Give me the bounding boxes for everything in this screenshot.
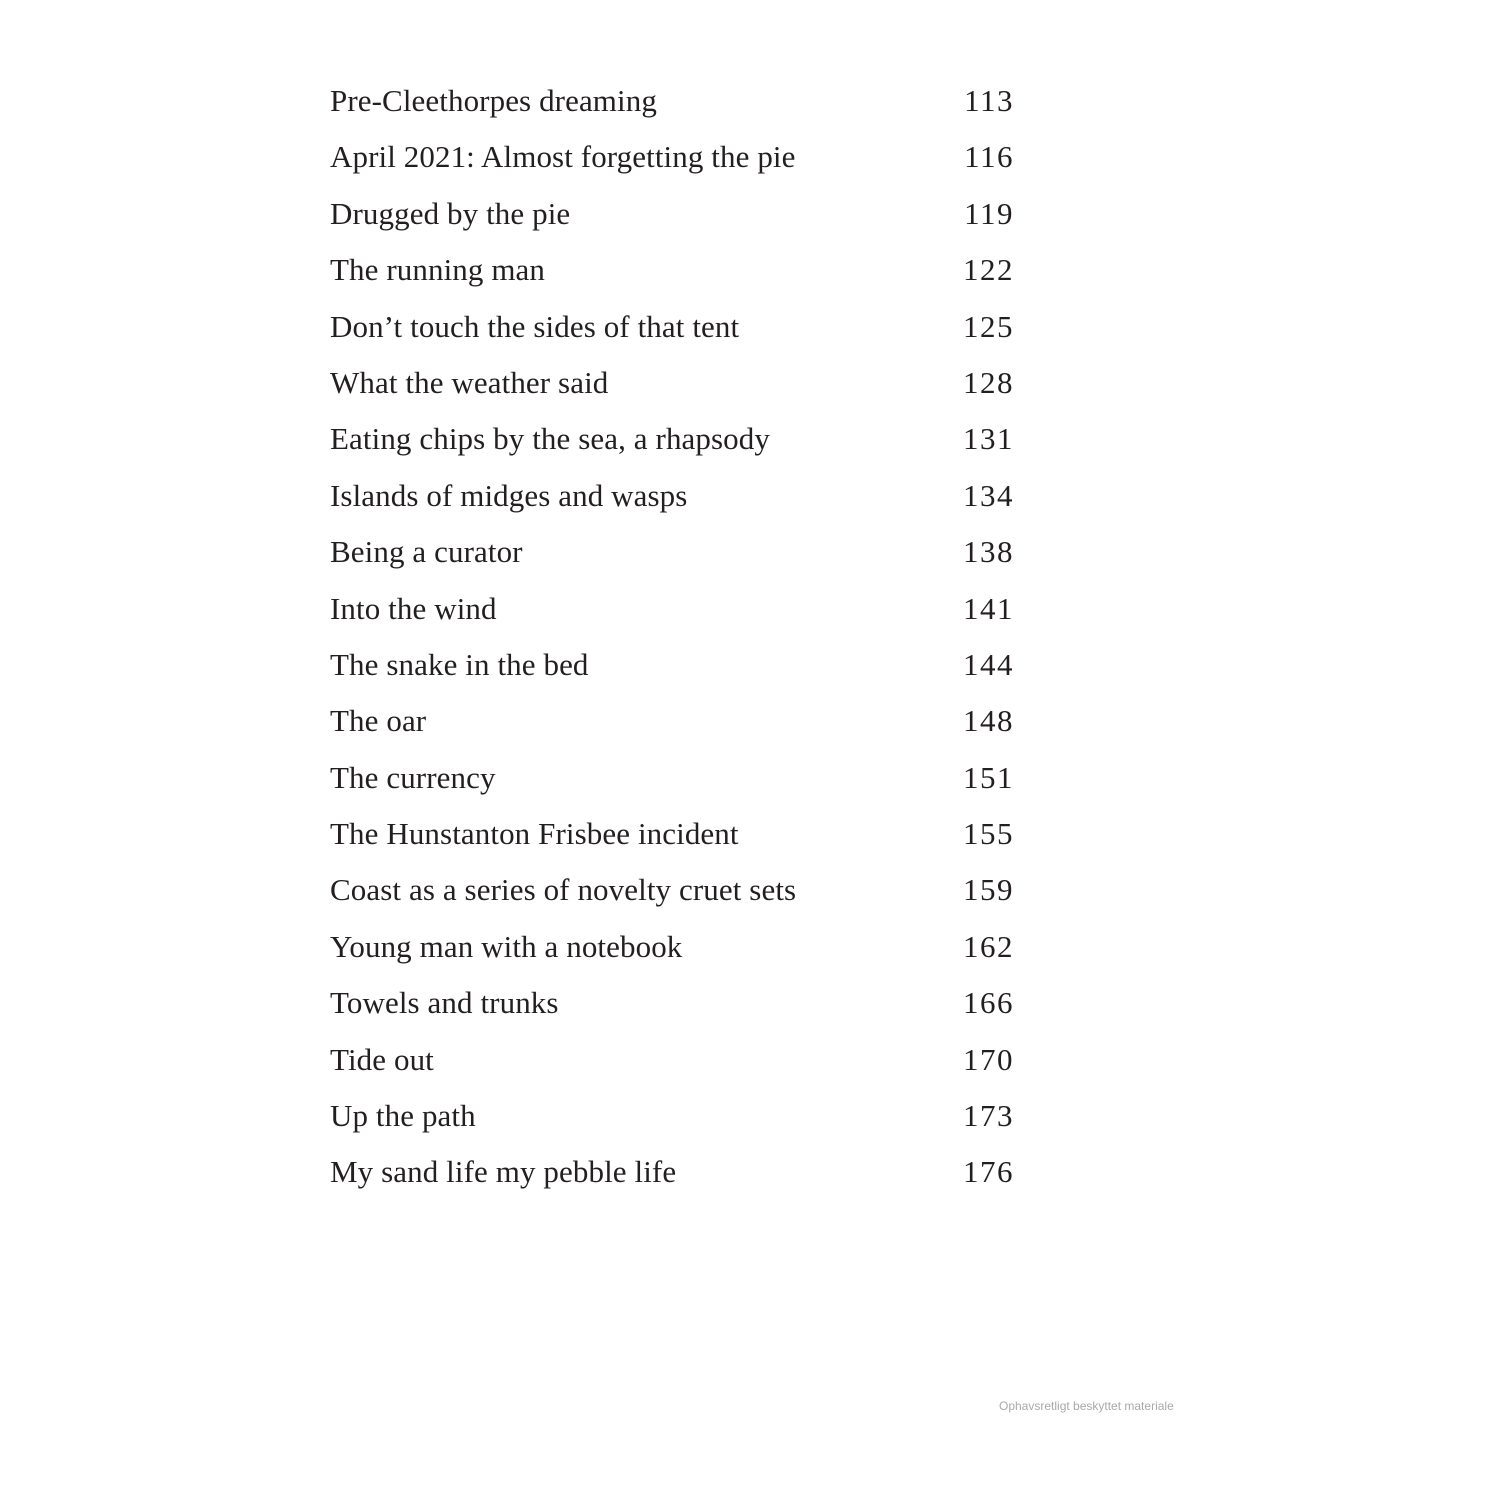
toc-entry-title: Towels and trunks [330,985,559,1021]
toc-entry [330,925,1014,981]
toc-entry-title: Up the path [330,1098,476,1134]
toc-entry [330,756,1014,812]
toc-entry-title: My sand life my pebble life [330,1154,677,1190]
toc-entry-page: 173 [963,1098,1014,1134]
toc-entry-page: 166 [963,985,1014,1021]
toc-entry-title: Tide out [330,1041,434,1077]
toc-entry-title: Coast as a series of novelty cruet sets [330,872,797,908]
toc-entry [330,530,1014,586]
toc-entry [330,474,1014,530]
toc-entry-page: 162 [963,928,1014,964]
toc-entry [330,1150,1014,1206]
copyright-watermark: Ophavsretligt beskyttet materiale [999,1399,1174,1413]
toc-entry [330,248,1014,304]
toc-entry-title: April 2021: Almost forgetting the pie [330,139,796,175]
toc-entry-title: The currency [330,759,496,795]
table-of-contents [330,79,1014,1207]
toc-entry-title: The Hunstanton Frisbee incident [330,816,739,852]
toc-entry-page: 119 [964,195,1014,231]
toc-entry-title: Islands of midges and wasps [330,477,688,513]
toc-entry [330,1038,1014,1094]
toc-entry [330,361,1014,417]
toc-entry-title: Drugged by the pie [330,195,571,231]
toc-entry [330,868,1014,924]
toc-entry-title: Into the wind [330,590,497,626]
toc-entry [330,192,1014,248]
toc-entry-title: Pre-Cleethorpes dreaming [330,83,657,118]
toc-entry-page: 134 [963,477,1014,513]
toc-entry-page: 176 [963,1154,1014,1190]
toc-entry-title: Don’t touch the sides of that tent [330,308,740,344]
toc-entry-title: Being a curator [330,534,523,570]
toc-entry-page: 144 [963,646,1014,682]
toc-entry-page: 125 [963,308,1014,344]
toc-entry-page: 141 [963,590,1014,626]
toc-entry-title: The oar [330,703,427,739]
toc-entry-page: 151 [963,759,1014,795]
toc-entry [330,587,1014,643]
toc-entry [330,643,1014,699]
toc-entry-page: 113 [964,83,1014,118]
toc-entry [330,417,1014,473]
toc-entry [330,1094,1014,1150]
toc-entry [330,699,1014,755]
toc-entry-title: Young man with a notebook [330,928,683,964]
toc-entry [330,79,1014,135]
toc-entry-title: The snake in the bed [330,646,589,682]
toc-entry-page: 116 [964,139,1014,175]
toc-entry [330,981,1014,1037]
toc-entry-page: 131 [963,421,1014,457]
toc-entry-title: What the weather said [330,364,609,400]
toc-entry [330,135,1014,191]
toc-entry-title: Eating chips by the sea, a rhapsody [330,421,770,457]
toc-entry [330,812,1014,868]
toc-entry-page: 155 [963,816,1014,852]
toc-entry-title: The running man [330,252,546,288]
toc-entry-page: 148 [963,703,1014,739]
toc-entry-page: 128 [963,364,1014,400]
toc-entry-page: 159 [963,872,1014,908]
toc-entry-page: 138 [963,534,1014,570]
toc-entry-page: 170 [963,1041,1014,1077]
toc-entry-page: 122 [963,252,1014,288]
toc-entry [330,305,1014,361]
